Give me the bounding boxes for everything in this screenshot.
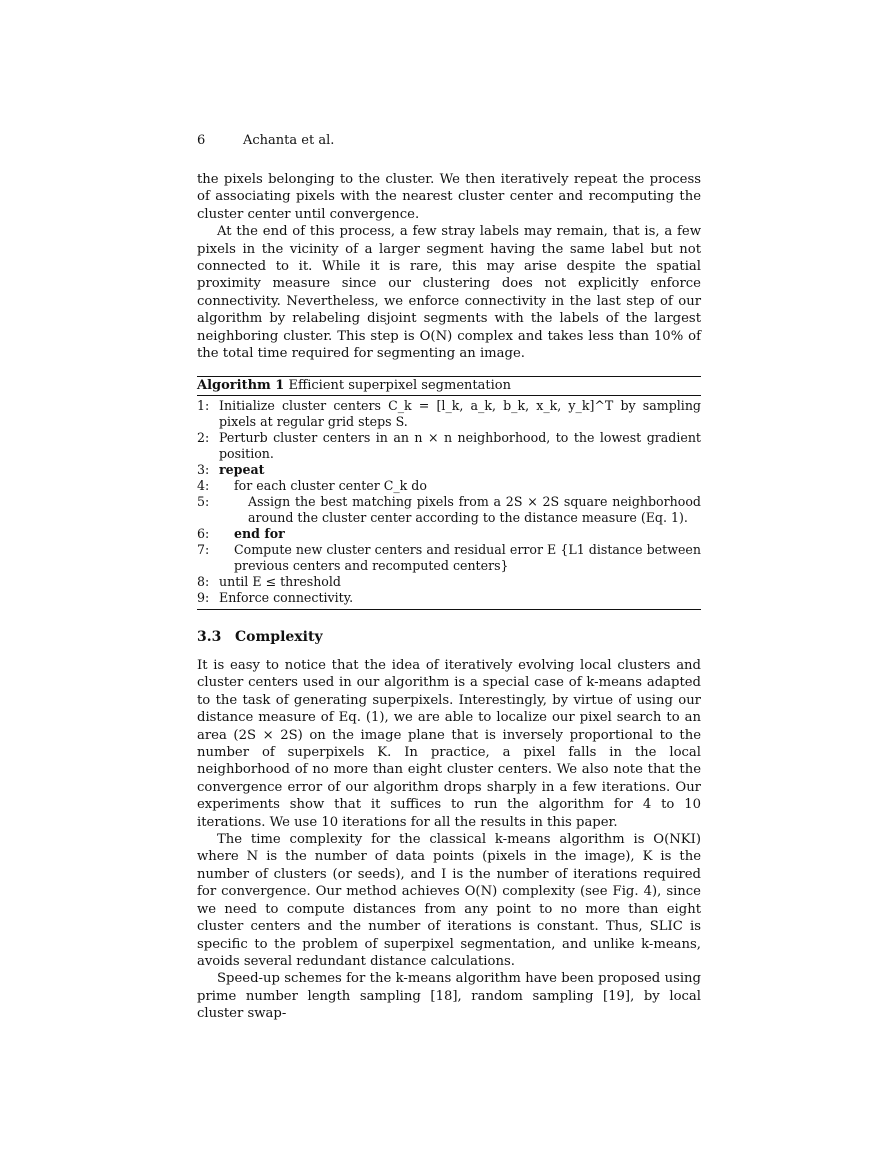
line-text: end for [234,526,285,541]
line-text: Initialize cluster centers C_k = [l_k, a_k, b_k, x_k, y_k]^T by sampling pixels at regular grid steps S. [219,398,701,429]
line-text: for each cluster center C_k do [234,478,427,493]
line-text: Perturb cluster centers in an n × n neighborhood, to the lowest gradient position. [219,430,701,461]
algorithm-line [197,542,701,574]
line-number: 9: [197,590,210,605]
line-number: 7: [197,542,210,557]
algorithm-bottom-rule [197,609,701,610]
algorithm-label: Algorithm 1 [197,378,285,393]
body-text-bottom [197,657,701,1023]
algorithm-line [197,478,701,494]
line-text: Assign the best matching pixels from a 2S × 2S square neighborhood around the cluster center according to the distance measure (Eq. 1). [248,494,701,525]
section-heading [197,629,323,645]
algorithm-caption [197,377,701,396]
paragraph: The time complexity for the classical k-means algorithm is O(NKI) where N is the number of data points (pixels in the image), K is the number of clusters (or seeds), and I is the number of iterations required for convergence. Our method achieves O(N) complexity (see Fig. 4), since we need to compute distances from any point to no more than eight cluster centers and the number of iterations is constant. Thus, SLIC is specific to the problem of superpixel segmentation, and unlike k-means, avoids several redundant distance calculations. [197,832,701,969]
line-number: 1: [197,398,210,413]
line-text: until E ≤ threshold [219,574,341,589]
page-number: 6 [197,133,206,148]
section-number: 3.3 [197,629,222,645]
line-number: 3: [197,462,210,477]
algorithm-lines [197,396,701,606]
line-text: Compute new cluster centers and residual error E {L1 distance between previous centers and recomputed centers} [234,542,701,573]
line-text: repeat [219,462,265,477]
algorithm-line [197,398,701,430]
algorithm-line [197,526,701,542]
body-text-top [197,171,701,362]
line-number: 2: [197,430,210,445]
running-head: Achanta et al. [243,133,335,148]
algorithm-line [197,430,701,462]
paragraph: Speed-up schemes for the k-means algorithm have been proposed using prime number length sampling [18], random sampling [19], by local cluster swap- [197,971,701,1022]
running-header [197,133,334,148]
algorithm-line [197,574,701,590]
algorithm-line [197,462,701,478]
section-title: Complexity [235,629,323,645]
line-text: Enforce connectivity. [219,590,354,605]
algorithm-title: Efficient superpixel segmentation [288,378,511,393]
line-number: 4: [197,478,210,493]
line-number: 6: [197,526,210,541]
paragraph: the pixels belonging to the cluster. We then iteratively repeat the process of associating pixels with the nearest cluster center and recomputing the cluster center until convergence. [197,172,701,222]
paragraph: It is easy to notice that the idea of iteratively evolving local clusters and cluster centers used in our algorithm is a special case of k-means adapted to the task of generating superpixels. Interestingly, by virtue of using our distance measure of Eq. (1), we are able to localize our pixel search to an area (2S × 2S) on the image plane that is inversely proportional to the number of superpixels K. In practice, a pixel falls in the local neighborhood of no more than eight cluster centers. We also note that the convergence error of our algorithm drops sharply in a few iterations. Our experiments show that it suffices to run the algorithm for 4 to 10 iterations. We use 10 iterations for all the results in this paper. [197,658,701,830]
line-number: 5: [197,494,210,509]
paragraph: At the end of this process, a few stray labels may remain, that is, a few pixels in the vicinity of a larger segment having the same label but not connected to it. While it is rare, this may arise despite the spatial proximity measure since our clustering does not explicitly enforce connectivity. Nevertheless, we enforce connectivity in the last step of our algorithm by relabeling disjoint segments with the labels of the largest neighboring cluster. This step is O(N) complex and takes less than 10% of the total time required for segmenting an image. [197,224,701,362]
algorithm-line [197,590,701,606]
algorithm-line [197,494,701,526]
algorithm-box [197,376,701,610]
line-number: 8: [197,574,210,589]
